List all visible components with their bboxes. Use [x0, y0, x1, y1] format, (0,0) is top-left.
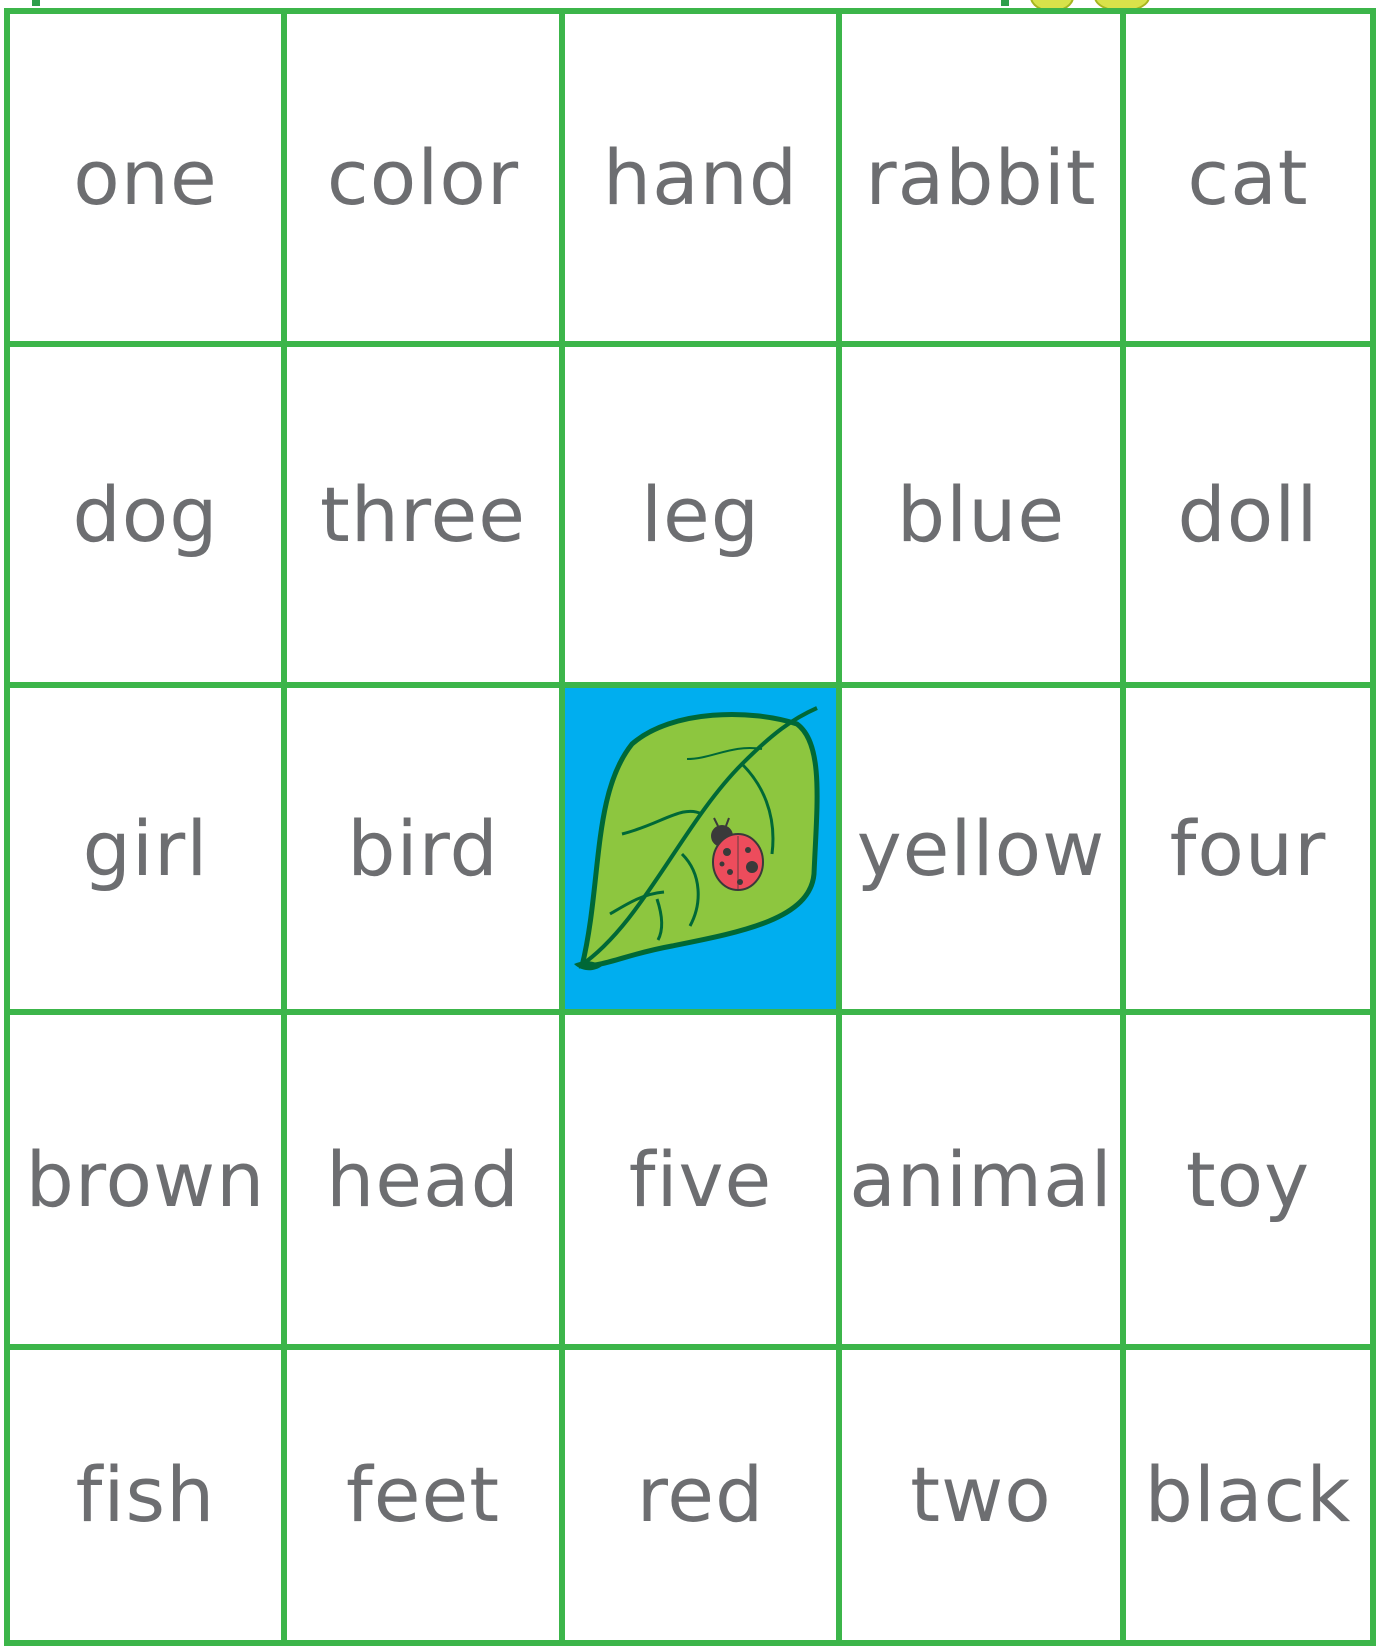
bingo-cell[interactable]: [1126, 688, 1370, 1009]
bingo-word: hand: [602, 132, 799, 222]
bingo-word: brown: [25, 1134, 266, 1224]
header-fragment: [1001, 0, 1009, 6]
header-fragment: [32, 0, 40, 6]
bingo-word: black: [1144, 1450, 1352, 1539]
bingo-word: animal: [849, 1134, 1113, 1224]
bingo-word: four: [1169, 803, 1327, 893]
bingo-word: color: [326, 132, 520, 222]
bingo-word: dog: [72, 469, 219, 559]
bingo-cell[interactable]: [10, 14, 281, 341]
bingo-cell[interactable]: [10, 347, 281, 682]
bingo-cell[interactable]: [565, 14, 836, 341]
bingo-word: red: [636, 1450, 765, 1539]
free-space-cell[interactable]: [565, 688, 836, 1009]
bingo-cell[interactable]: [1126, 347, 1370, 682]
bingo-grid: [4, 8, 1376, 1646]
bingo-word: doll: [1177, 469, 1319, 559]
bingo-cell[interactable]: [565, 347, 836, 682]
bingo-word: toy: [1185, 1134, 1311, 1224]
bingo-cell[interactable]: [10, 688, 281, 1009]
bingo-cell[interactable]: [287, 688, 559, 1009]
bingo-cell[interactable]: [842, 14, 1120, 341]
bingo-cell[interactable]: [1126, 1350, 1370, 1640]
bingo-word: leg: [640, 469, 761, 559]
bingo-word: fish: [75, 1450, 216, 1539]
bingo-cell[interactable]: [842, 1350, 1120, 1640]
bingo-cell[interactable]: [287, 347, 559, 682]
bingo-cell[interactable]: [10, 1350, 281, 1640]
bingo-cell[interactable]: [287, 14, 559, 341]
bingo-word: bird: [347, 803, 499, 893]
bingo-cell[interactable]: [842, 347, 1120, 682]
leaf-with-ladybug-icon: [572, 704, 830, 994]
bingo-cell[interactable]: [842, 688, 1120, 1009]
bingo-word: rabbit: [865, 132, 1097, 222]
bingo-cell[interactable]: [842, 1015, 1120, 1344]
bingo-word: blue: [896, 469, 1066, 559]
bingo-word: two: [910, 1450, 1052, 1539]
bingo-word: girl: [82, 803, 209, 893]
bingo-cell[interactable]: [1126, 1015, 1370, 1344]
bingo-cell[interactable]: [565, 1015, 836, 1344]
bingo-word: five: [628, 1134, 773, 1224]
bingo-word: three: [319, 469, 527, 559]
bingo-word: yellow: [856, 803, 1106, 893]
bingo-cell[interactable]: [287, 1015, 559, 1344]
bingo-word: one: [73, 132, 218, 222]
bingo-cell[interactable]: [287, 1350, 559, 1640]
bingo-word: feet: [345, 1450, 501, 1539]
bingo-word: head: [326, 1134, 520, 1224]
bingo-word: cat: [1187, 132, 1309, 222]
bingo-cell[interactable]: [565, 1350, 836, 1640]
bingo-cell[interactable]: [10, 1015, 281, 1344]
bingo-cell[interactable]: [1126, 14, 1370, 341]
